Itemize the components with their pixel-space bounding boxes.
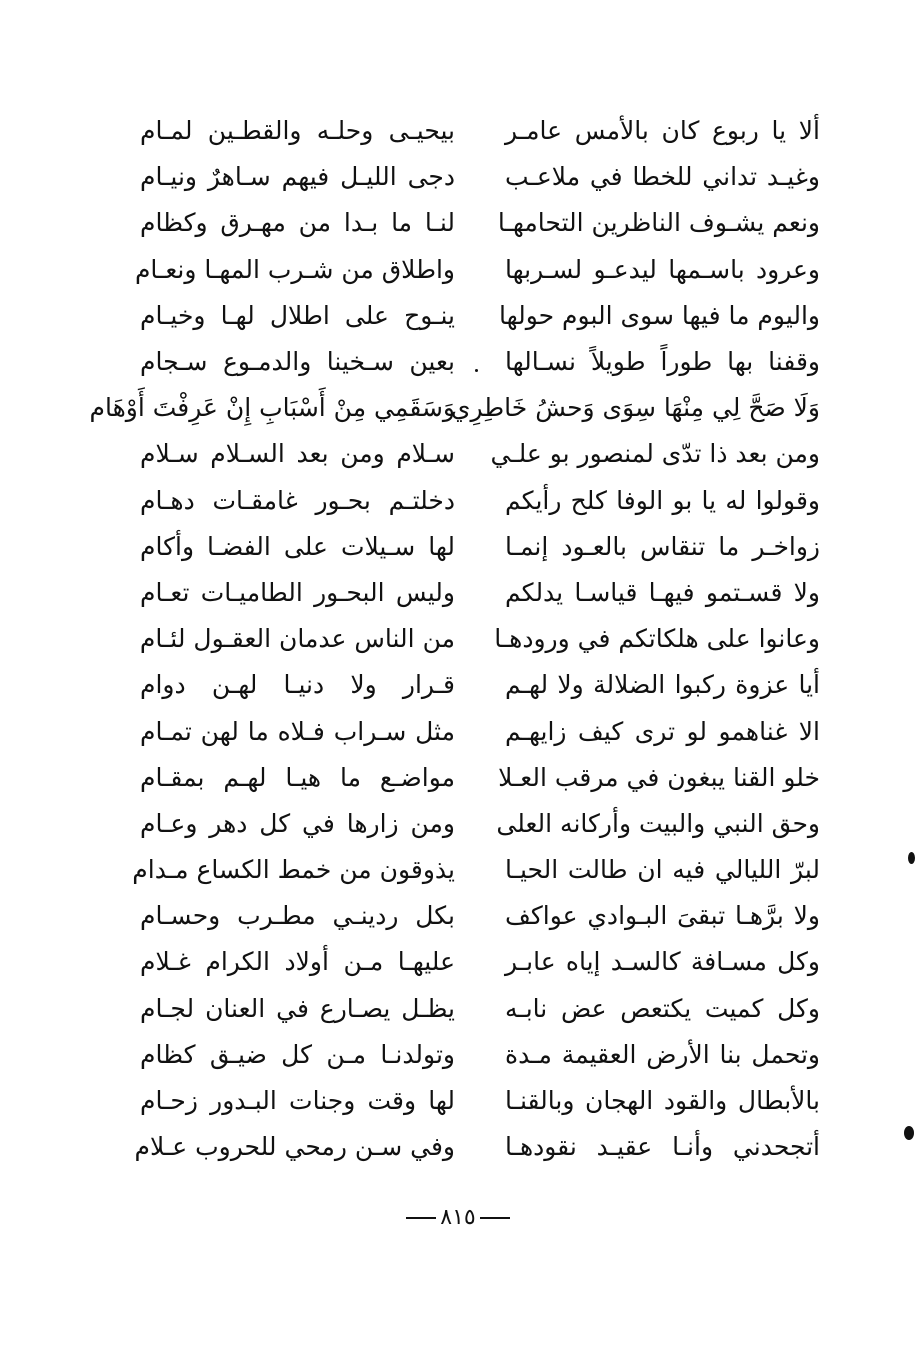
hemistich-first: وقفنا بها طوراً طويلاً نسـالها <box>505 347 820 377</box>
verse-row <box>140 478 820 524</box>
hemistich-second: بعين سـخينا والدمـوع سـجام <box>140 347 455 377</box>
hemistich-second: لها وقت وجنات البـدور زحـام <box>140 1086 455 1116</box>
verse-row <box>140 755 820 801</box>
hemistich-first: زواخـر ما تنقاس بالعـود إنمـا <box>505 531 820 561</box>
verse-row <box>140 893 820 939</box>
hemistich-second: وتولدنـا مـن كل ضيـق كظام <box>140 1039 455 1069</box>
verse-row <box>140 939 820 985</box>
hemistich-first: ومن بعد ذا تدّى لمنصور بو علـي <box>490 439 820 469</box>
hemistich-second: يذوقون من خمط الكساع مـدام <box>132 855 455 885</box>
verse-row <box>140 1078 820 1124</box>
hemistich-second: قـرار ولا دنيـا لهـن دوام <box>140 670 455 700</box>
scan-speck <box>904 1126 914 1140</box>
hemistich-first: وَلَا صَحَّ لِي مِنْهَا سِوَى وَحشُ خَاطِرِي <box>450 393 820 423</box>
hemistich-second: وَسَقَمِي مِنْ أَسْبَابِ إِنْ عَرِفْتَ أَوْهَام <box>89 393 455 423</box>
page-number <box>0 1205 916 1230</box>
hemistich-second: سـلام ومن بعد السـلام سـلام <box>140 439 455 469</box>
hemistich-first: ألا يا ربوع كان بالأمس عامـر <box>505 116 820 146</box>
hemistich-first: خلو القنا يبغون في مرقب العـلا <box>498 762 820 792</box>
hemistich-first: لبرّ الليالي فيه ان طالت الحيـا <box>505 855 820 885</box>
hemistich-first: ولا قسـتمو فيهـا قياسـا يدلكم <box>505 577 820 607</box>
verse-row <box>140 108 820 154</box>
verse-row <box>140 708 820 754</box>
hemistich-first: ولا برَّهـا تبقىَ البـوادي عواكف <box>505 901 820 931</box>
scan-speck <box>908 852 915 864</box>
verse-row <box>134 247 820 293</box>
hemistich-first: ونعم يشـوف الناظرين التحامهـا <box>497 208 820 238</box>
hemistich-first: وقولوا له يا بو الوفا كلح رأيكم <box>505 485 820 515</box>
dash-right <box>480 1217 510 1219</box>
dash-left <box>406 1217 436 1219</box>
hemistich-second: لنـا ما بـدا من مهـرق وكظام <box>140 208 455 238</box>
hemistich-second: مواضـع ما هيـا لهـم بمقـام <box>140 762 455 792</box>
hemistich-first: أيا عزوة ركبوا الضلالة ولا لهـم <box>505 670 820 700</box>
verse-row <box>140 339 820 385</box>
hemistich-first: أتجحدني وأنـا عقيـد نقودهـا <box>505 1132 820 1162</box>
poem-body <box>89 108 820 1170</box>
hemistich-second: وفي سـن رمحي للحروب عـلام <box>134 1132 455 1162</box>
hemistich-second: بكل ردينـي مطـرب وحسـام <box>140 901 455 931</box>
verse-row <box>140 801 820 847</box>
hemistich-second: وليس البحـور الطاميـات تعـام <box>140 577 455 607</box>
hemistich-second: دخلتـم بحـور غامقـات دهـام <box>140 485 455 515</box>
hemistich-second: يظـل يصـارع في العنان لجـام <box>140 993 455 1023</box>
verse-row <box>140 662 820 708</box>
hemistich-second: مثل سـراب فـلاه ما لهن تمـام <box>140 716 455 746</box>
hemistich-second: دجى الليـل فيهم سـاهرٌ ونيـام <box>140 162 455 192</box>
hemistich-first: واليوم ما فيها سوى البوم حولها <box>498 300 820 330</box>
hemistich-second: لها سـيلات على الفضـا وأكام <box>140 531 455 561</box>
page-number-text: ٨١٥ <box>440 1205 476 1230</box>
hemistich-first: وكل كميت يكتعص عض نابـه <box>505 993 820 1023</box>
hemistich-second: عليهـا مـن أولاد الكرام غـلام <box>140 947 455 977</box>
hemistich-second: ومن زارها في كل دهر وعـام <box>140 808 455 838</box>
verse-row <box>140 570 820 616</box>
verse-row <box>132 847 820 893</box>
verse-row <box>140 986 820 1032</box>
verse-row <box>140 293 820 339</box>
verse-row <box>140 200 820 246</box>
hemistich-first: وتحمل بنا الأرض العقيمة مـدة <box>505 1039 820 1069</box>
verse-row <box>140 154 820 200</box>
hemistich-first: وحق النبي والبيت وأركانه العلى <box>496 808 820 838</box>
hemistich-second: من الناس عدمان العقـول لئـام <box>139 624 455 654</box>
hemistich-first: وعانوا على هلكاتكم في ورودهـا <box>494 624 820 654</box>
hemistich-first: الا غناهمو لو ترى كيف زايهـم <box>505 716 820 746</box>
verse-row <box>140 431 820 477</box>
hemistich-first: وكل مسـافة كالسـد إياه عابـر <box>505 947 820 977</box>
verse-row <box>140 524 820 570</box>
verse-row <box>140 1032 820 1078</box>
hemistich-second: ينـوح على اطلال لهـا وخيـام <box>140 300 455 330</box>
verse-row <box>134 1124 820 1170</box>
hemistich-second: بيحيـى وحلـه والقطـين لمـام <box>140 116 455 146</box>
hemistich-first: وغيـد تداني للخطا في ملاعـب <box>505 162 820 192</box>
scan-speck <box>475 369 478 372</box>
verse-row <box>89 385 820 431</box>
hemistich-second: واطلاق من شـرب المهـا ونعـام <box>134 254 455 284</box>
hemistich-first: وعرود باسـمها ليدعـو لسـربها <box>505 254 820 284</box>
hemistich-first: بالأبطال والقود الهجان وبالقنـا <box>505 1086 820 1116</box>
verse-row <box>140 616 820 662</box>
